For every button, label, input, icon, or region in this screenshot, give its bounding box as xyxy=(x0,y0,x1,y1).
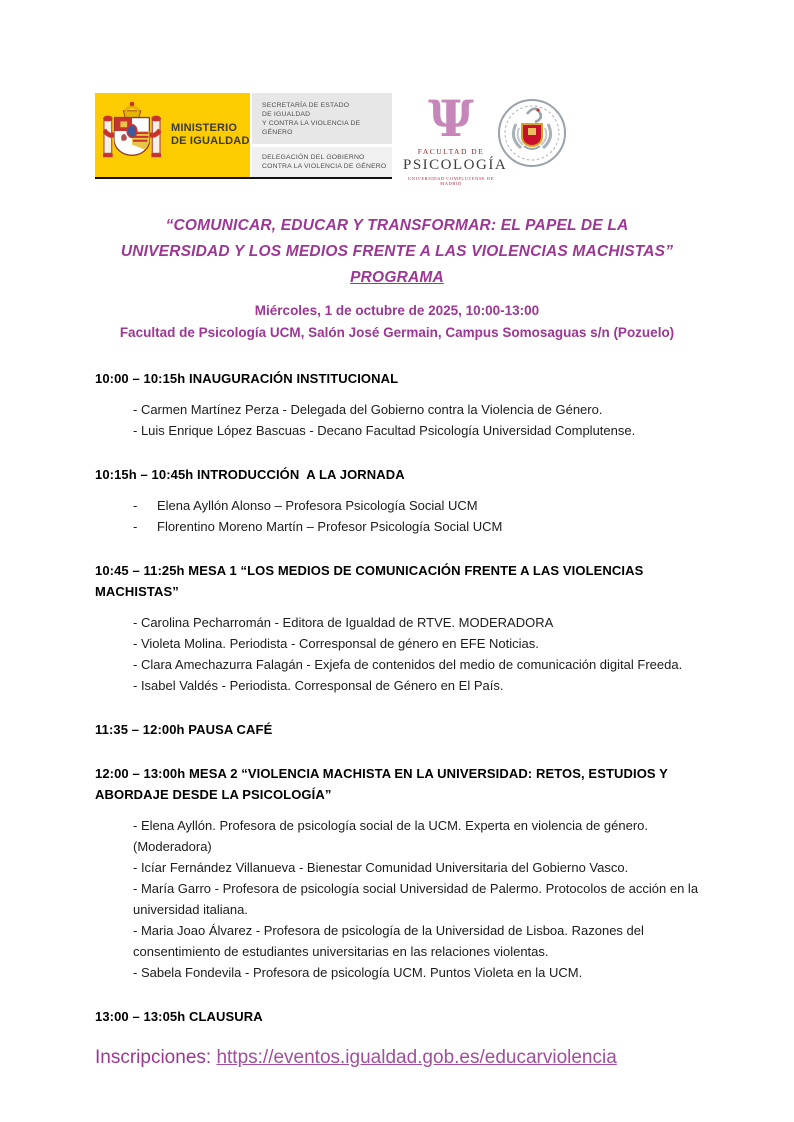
speaker-text: Florentino Moreno Martín – Profesor Psicología Social UCM xyxy=(157,519,503,534)
schedule-section xyxy=(95,719,699,740)
schedule-section xyxy=(95,560,699,696)
speaker-text: Elena Ayllón Alonso – Profesora Psicología Social UCM xyxy=(157,498,478,513)
speaker-item xyxy=(95,495,699,516)
faculty-university: UNIVERSIDAD COMPLUTENSE DE MADRID xyxy=(407,176,495,186)
psychology-faculty-logo xyxy=(403,89,508,186)
section-heading: 12:00 – 13:00h MESA 2 “VIOLENCIA MACHISTA EN LA UNIVERSIDAD: RETOS, ESTUDIOS Y ABORDAJE DESDE LA PSICOLOGÍA” xyxy=(95,766,671,802)
registration-line xyxy=(95,1045,699,1071)
schedule-section xyxy=(95,1006,699,1027)
delegation-box xyxy=(252,147,392,177)
delegation-line: DELEGACIÓN DEL GOBIERNO xyxy=(262,154,365,161)
ministry-logo-underline xyxy=(95,177,392,179)
header-logos xyxy=(95,89,699,193)
section-heading: 10:45 – 11:25h MESA 1 “LOS MEDIOS DE COMUNICACIÓN FRENTE A LAS VIOLENCIAS MACHISTAS” xyxy=(95,563,648,599)
ministry-name-line2: DE IGUALDAD xyxy=(171,135,250,147)
speaker-item: - Luis Enrique López Bascuas - Decano Facultad Psicología Universidad Complutense. xyxy=(133,423,636,438)
title-line2: UNIVERSIDAD Y LOS MEDIOS FRENTE A LAS VIOLENCIAS MACHISTAS” xyxy=(120,243,674,260)
registration-url-link[interactable]: https://eventos.igualdad.gob.es/educarviolencia xyxy=(216,1047,617,1068)
ministry-logo-yellow-panel xyxy=(95,93,250,177)
schedule-section xyxy=(95,464,699,537)
program-label: PROGRAMA xyxy=(350,269,444,286)
event-datetime: Miércoles, 1 de octubre de 2025, 10:00-13:00 xyxy=(254,303,540,318)
section-heading: 10:15h – 10:45h INTRODUCCIÓN A LA JORNADA xyxy=(95,467,405,482)
speaker-item: - Carmen Martínez Perza - Delegada del Gobierno contra la Violencia de Género. xyxy=(133,402,603,417)
ministry-name xyxy=(171,122,250,148)
speaker-item: - Violeta Molina. Periodista - Corresponsal de género en EFE Noticias. xyxy=(133,636,539,651)
speaker-item: - Sabela Fondevila - Profesora de psicología UCM. Puntos Violeta en la UCM. xyxy=(133,965,583,980)
schedule-section xyxy=(95,763,702,983)
speaker-item: - Clara Amechazurra Falagán - Exjefa de contenidos del medio de comunicación digital Freeda. xyxy=(133,657,683,672)
speaker-item: - Isabel Valdés - Periodista. Corresponsal de Género en El País. xyxy=(133,678,504,693)
secretariat-line: SECRETARÍA DE ESTADO xyxy=(262,102,350,109)
list-dash-marker: - xyxy=(133,498,138,513)
schedule xyxy=(95,368,702,1027)
delegation-line: CONTRA LA VIOLENCIA DE GÉNERO xyxy=(262,163,387,170)
section-speakers xyxy=(95,495,699,537)
speaker-item xyxy=(95,516,699,537)
section-speakers xyxy=(95,612,699,696)
schedule-section xyxy=(95,368,699,441)
section-heading: 13:00 – 13:05h CLAUSURA xyxy=(95,1009,263,1024)
secretariat-panel xyxy=(252,93,392,177)
ucm-seal-icon xyxy=(497,98,567,168)
speaker-item: - Carolina Pecharromán - Editora de Igualdad de RTVE. MODERADORA xyxy=(133,615,554,630)
section-speakers xyxy=(95,399,699,441)
title-line1: “COMUNICAR, EDUCAR Y TRANSFORMAR: EL PAPEL DE LA xyxy=(165,217,629,234)
faculty-name: PSICOLOGÍA xyxy=(403,157,508,173)
list-dash-marker: - xyxy=(133,519,138,534)
spain-coat-of-arms-icon xyxy=(103,101,161,167)
section-heading: 11:35 – 12:00h PAUSA CAFÉ xyxy=(95,722,273,737)
section-speakers xyxy=(95,815,702,983)
ministry-logo-block xyxy=(95,93,392,177)
ministry-name-line1: MINISTERIO xyxy=(171,122,238,134)
event-location: Facultad de Psicología UCM, Salón José Germain, Campus Somosaguas s/n (Pozuelo) xyxy=(119,325,675,340)
secretariat-line: Y CONTRA LA VIOLENCIA DE GÉNERO xyxy=(262,120,361,136)
speaker-item: - Icíar Fernández Villanueva - Bienestar Comunidad Universitaria del Gobierno Vasco. xyxy=(133,860,629,875)
secretariat-box xyxy=(252,93,392,144)
speaker-item: - Maria Joao Álvarez - Profesora de psicología de la Universidad de Lisboa. Razones del consentimiento de estudiantes universitarias en las relaciones violentas. xyxy=(133,923,648,959)
speaker-item: - María Garro - Profesora de psicología social Universidad de Palermo. Protocolos de acción en la universidad italiana. xyxy=(133,881,702,917)
speaker-item: - Elena Ayllón. Profesora de psicología social de la UCM. Experta en violencia de género. (Moderadora) xyxy=(133,818,652,854)
section-heading: 10:00 – 10:15h INAUGURACIÓN INSTITUCIONAL xyxy=(95,371,399,386)
secretariat-line: DE IGUALDAD xyxy=(262,111,311,118)
faculty-label: FACULTAD DE xyxy=(417,147,485,156)
psi-symbol-icon: Ψ xyxy=(428,89,474,148)
registration-label: Inscripciones: xyxy=(95,1047,212,1068)
event-details xyxy=(95,300,699,344)
document-title xyxy=(95,213,699,291)
